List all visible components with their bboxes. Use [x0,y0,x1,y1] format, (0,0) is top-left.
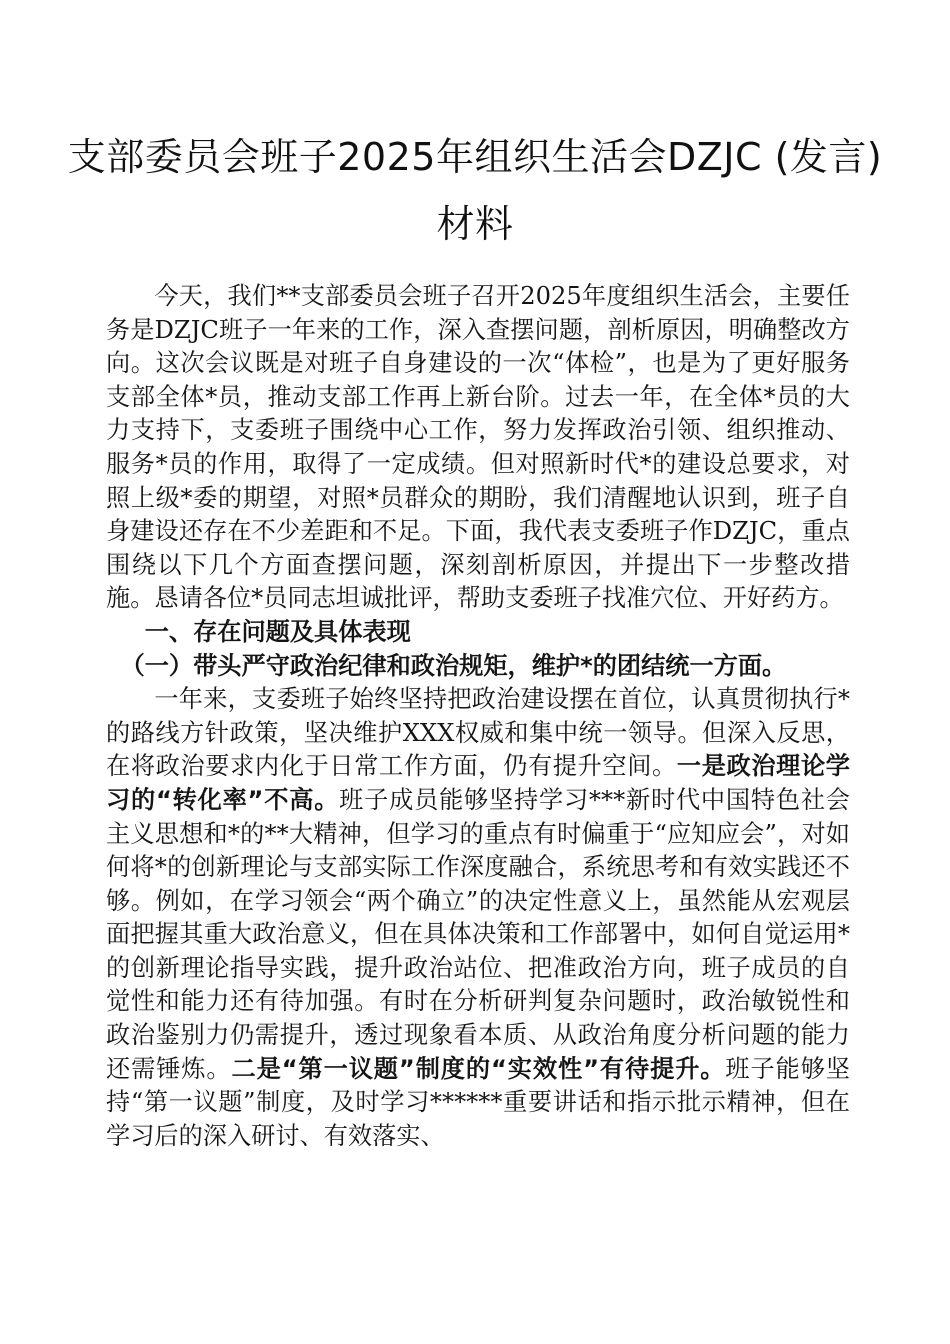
intro-paragraph: 今天，我们**支部委员会班子召开2025年度组织生活会，主要任务是DZJC班子一年来的工作，深入查摆问题，剖析原因，明确整改方向。这次会议既是对班子自身建设的一次“体检”，也是为了更好服务支部全体*员，推动支部工作再上新台阶。过去一年，在全体*员的大力支持下，支委班子围绕中心工作，努力发挥政治引领、组织推动、服务*员的作用，取得了一定成绩。但对照新时代*的建设总要求，对照上级*委的期望，对照*员群众的期盼，我们清醒地认识到，班子自身建设还存在不少差距和不足。下面，我代表支委班子作DZJC，重点围绕以下几个方面查摆问题，深刻剖析原因，并提出下一步整改措施。恳请各位*员同志坦诚批评，帮助支委班子找准穴位、开好药方。 [106,282,850,613]
subsection-heading-1: （一）带头严守政治纪律和政治规矩，维护*的团结统一方面。 [120,651,787,680]
paragraph-text: 班子能够坚持“第一议题”制度，及时学习******重要讲话和指示批示精神，但在学习后的深入研讨、有效落实、 [106,1054,850,1150]
document-body [106,280,850,1153]
paragraph-text: 班子成员能够坚持学习***新时代中国特色社会主义思想和*的**大精神，但学习的重点有时偏重于“应知应会”，对如何将*的创新理论与支部实际工作深度融合，系统思考和有效实践还不够。例如，在学习领会“两个确立”的决定性意义上，虽然能从宏观层面把握其重大政治意义，但在具体决策和工作部署中，如何自觉运用*的创新理论指导实践，提升政治站位、把准政治方向，班子成员的自觉性和能力还有待加强。有时在分析研判复杂问题时，政治敏锐性和政治鉴别力仍需提升，透过现象看本质、从政治角度分析问题的能力还需锤炼。 [106,785,850,1083]
document-title-line-1: 支部委员会班子2025年组织生活会DZJC (发言) [67,135,883,179]
paragraph-text: 一年来，支委班子始终坚持把政治建设摆在首位，认真贯彻执行*的路线方针政策，坚决维护XXX权威和集中统一领导。但深入反思，在将政治要求内化于日常工作方面，仍有提升空间。 [106,685,850,781]
subsection-1-paragraph [106,683,850,1153]
bold-point-2: 二是“第一议题”制度的“实效性”有待提升。 [231,1054,726,1083]
section-heading-1: 一、存在问题及具体表现 [144,617,411,646]
bold-point-1: 一是政治理论学习的“转化率”不高。 [106,752,850,814]
document-title-line-2: 材料 [436,202,514,246]
